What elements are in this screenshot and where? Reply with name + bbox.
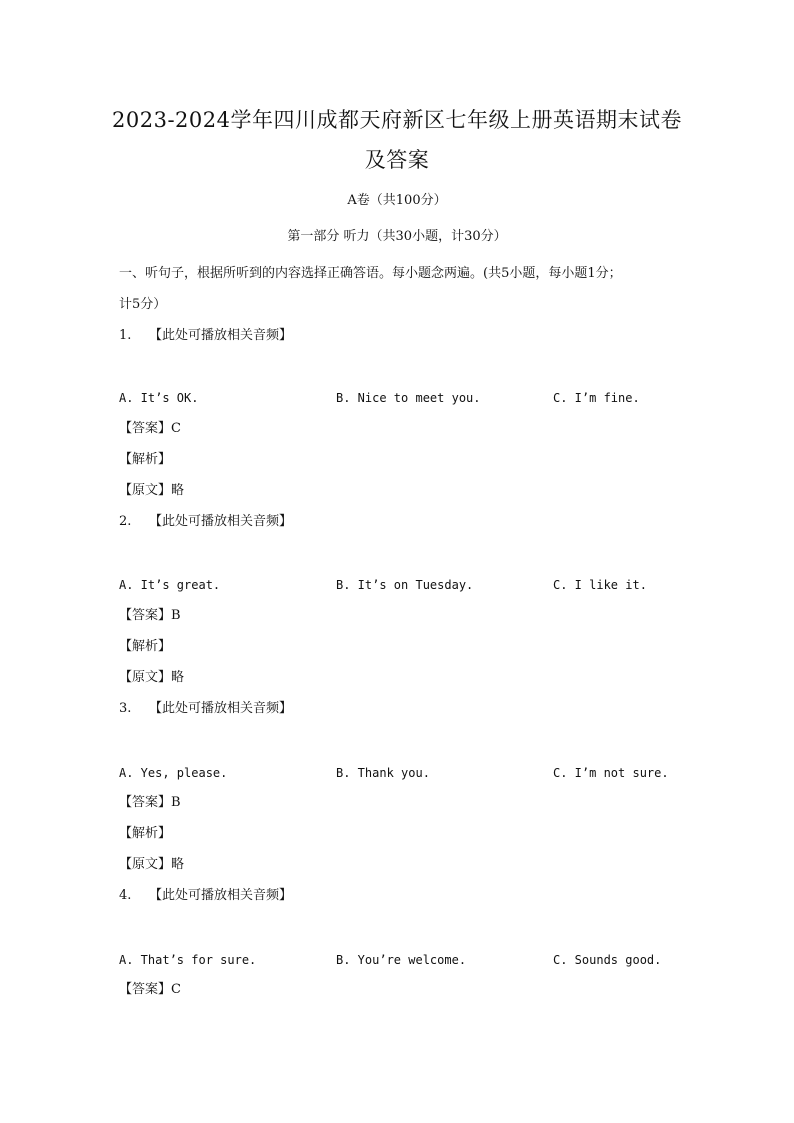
question-1-option-c: C. I’m fine.	[553, 391, 640, 405]
question-2-option-a: A. It’s great.	[119, 578, 221, 592]
question-4-audio-placeholder: 【此处可播放相关音频】	[149, 888, 293, 903]
question-3-prompt	[119, 700, 292, 718]
question-2-prompt	[119, 513, 292, 531]
question-3-audio-placeholder: 【此处可播放相关音频】	[149, 701, 293, 716]
question-2-answer: 【答案】B	[119, 608, 181, 623]
part-one-heading: 第一部分 听力（共30小题，计30分）	[287, 229, 507, 244]
question-1-number: 1.	[119, 328, 132, 343]
instructions-line-1: 一、听句子，根据所听到的内容选择正确答语。每小题念两遍。(共5小题，每小题1分；	[119, 266, 622, 281]
question-2-analysis: 【解析】	[119, 639, 172, 654]
question-1-answer: 【答案】C	[119, 421, 181, 436]
question-1-option-a: A. It’s OK.	[119, 391, 199, 405]
question-2-original: 【原文】略	[119, 670, 185, 685]
question-1-option-b: B. Nice to meet you.	[336, 391, 481, 405]
question-2-audio-placeholder: 【此处可播放相关音频】	[149, 514, 293, 529]
document-title-line-1: 2023-2024学年四川成都天府新区七年级上册英语期末试卷	[112, 108, 682, 132]
instructions-line-2: 计5分）	[119, 297, 167, 312]
question-3-analysis: 【解析】	[119, 826, 172, 841]
question-4-answer: 【答案】C	[119, 982, 181, 997]
question-3-option-b: B. Thank you.	[336, 766, 430, 780]
question-3-option-a: A. Yes, please.	[119, 766, 228, 780]
question-4-option-a: A. That’s for sure.	[119, 953, 257, 967]
question-4-prompt	[119, 887, 292, 905]
question-2-number: 2.	[119, 514, 132, 529]
question-2-option-c: C. I like it.	[553, 578, 647, 592]
question-1-analysis: 【解析】	[119, 452, 172, 467]
question-4-option-b: B. You’re welcome.	[336, 953, 467, 967]
question-2-option-b: B. It’s on Tuesday.	[336, 578, 474, 592]
question-1-prompt	[119, 327, 292, 345]
question-4-number: 4.	[119, 888, 132, 903]
section-a-heading: A卷（共100分）	[347, 193, 447, 208]
question-3-number: 3.	[119, 701, 132, 716]
question-1-audio-placeholder: 【此处可播放相关音频】	[149, 328, 293, 343]
question-1-original: 【原文】略	[119, 483, 185, 498]
question-4-option-c: C. Sounds good.	[553, 953, 662, 967]
question-3-answer: 【答案】B	[119, 795, 181, 810]
question-3-original: 【原文】略	[119, 857, 185, 872]
document-title-line-2: 及答案	[364, 148, 430, 172]
question-3-option-c: C. I’m not sure.	[553, 766, 669, 780]
